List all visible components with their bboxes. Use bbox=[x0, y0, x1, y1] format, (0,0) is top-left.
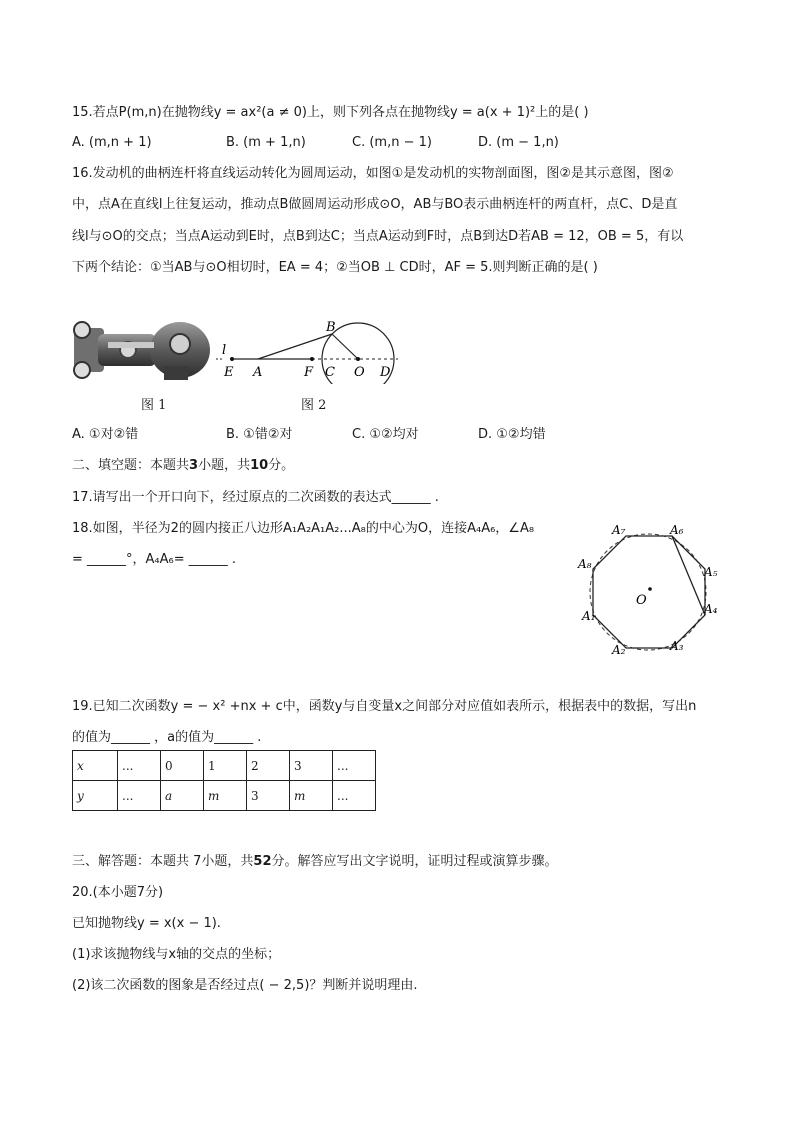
table-row bbox=[73, 751, 376, 781]
q15-option-c: C. (m,n − 1) bbox=[352, 135, 432, 150]
q20-part-2: (2)该二次函数的图象是否经过点( − 2,5)？判断并说明理由. bbox=[72, 978, 418, 993]
vertex-a5-label: A₅ bbox=[704, 565, 718, 579]
q19-line-2: 的值为______ ，a的值为______ . bbox=[72, 730, 262, 745]
vertex-a7-label: A₇ bbox=[612, 523, 626, 537]
point-o-label: O bbox=[354, 365, 365, 380]
q16-line-3: 线l与⊙O的交点；当点A运动到E时，点B到达C；当点A运动到F时，点B到达D若AB = 12，OB = 5，有以 bbox=[72, 229, 684, 244]
q15-option-a: A. (m,n + 1) bbox=[72, 135, 152, 150]
table-row bbox=[73, 781, 376, 811]
point-a-label: A bbox=[253, 365, 263, 380]
point-c-label: C bbox=[325, 365, 335, 380]
table-cell: 2 bbox=[247, 751, 290, 781]
section-2-heading: 二、填空题：本题共3小题，共10分。 bbox=[72, 458, 295, 473]
table-cell: 3 bbox=[290, 751, 333, 781]
table-cell: a bbox=[161, 781, 204, 811]
point-d-label: D bbox=[380, 365, 391, 380]
q15-stem: 15.若点P(m,n)在抛物线y = ax²(a ≠ 0)上，则下列各点在抛物线y = a(x + 1)²上的是( ) bbox=[72, 105, 589, 120]
octagon-figure bbox=[574, 516, 724, 662]
table-cell: m bbox=[204, 781, 247, 811]
figure-2-caption: 图 2 bbox=[301, 398, 327, 413]
q20-stem: 已知抛物线y = x(x − 1). bbox=[72, 916, 221, 931]
point-f-label: F bbox=[304, 365, 314, 380]
table-cell: ... bbox=[118, 781, 161, 811]
vertex-a4-label: A₄ bbox=[704, 602, 718, 616]
q19-line-1: 19.已知二次函数y = − x² +nx + c中，函数y与自变量x之间部分对应值如表所示，根据表中的数据，写出n bbox=[72, 699, 697, 714]
q18-line-2: = ______°，A₄A₆= ______ . bbox=[72, 552, 237, 567]
point-b-label: B bbox=[326, 320, 336, 335]
table-cell: 0 bbox=[161, 751, 204, 781]
q18-line-1: 18.如图，半径为2的圆内接正八边形A₁A₂A₁A₂...A₈的中心为O，连接A₄A₆，∠A₈ bbox=[72, 521, 535, 536]
value-table bbox=[72, 750, 376, 811]
q16-option-d: D. ①②均错 bbox=[478, 427, 546, 442]
q16-option-c: C. ①②均对 bbox=[352, 427, 419, 442]
crank-schematic-figure bbox=[210, 314, 410, 388]
line-l-label: l bbox=[222, 343, 227, 358]
table-cell: ... bbox=[118, 751, 161, 781]
table-cell: y bbox=[73, 781, 118, 811]
engine-photo-figure bbox=[68, 314, 214, 390]
q20-heading: 20.(本小题7分) bbox=[72, 885, 164, 900]
q16-option-a: A. ①对②错 bbox=[72, 427, 139, 442]
vertex-a2-label: A₂ bbox=[612, 643, 626, 657]
center-o-label: O bbox=[636, 593, 647, 608]
q16-line-1: 16.发动机的曲柄连杆将直线运动转化为圆周运动，如图①是发动机的实物剖面图，图②是其示意图，图② bbox=[72, 166, 674, 181]
section-3-heading: 三、解答题：本题共 7小题，共52分。解答应写出文字说明，证明过程或演算步骤。 bbox=[72, 854, 558, 869]
figure-1-caption: 图 1 bbox=[141, 398, 167, 413]
table-cell: 1 bbox=[204, 751, 247, 781]
table-cell: 3 bbox=[247, 781, 290, 811]
q17-stem: 17.请写出一个开口向下，经过原点的二次函数的表达式______ . bbox=[72, 490, 439, 505]
q20-part-1: (1)求该抛物线与x轴的交点的坐标； bbox=[72, 947, 281, 962]
q16-line-4: 下两个结论：①当AB与⊙O相切时，EA = 4；②当OB ⊥ CD时，AF = 5.则判断正确的是( ) bbox=[72, 260, 598, 275]
q15-option-d: D. (m − 1,n) bbox=[478, 135, 559, 150]
table-cell: ... bbox=[333, 751, 376, 781]
table-cell: ... bbox=[333, 781, 376, 811]
table-cell: m bbox=[290, 781, 333, 811]
vertex-a3-label: A₃ bbox=[670, 639, 684, 653]
table-cell: x bbox=[73, 751, 118, 781]
q16-option-b: B. ①错②对 bbox=[226, 427, 293, 442]
vertex-a6-label: A₆ bbox=[670, 523, 684, 537]
point-e-label: E bbox=[224, 365, 234, 380]
q16-line-2: 中，点A在直线l上往复运动，推动点B做圆周运动形成⊙O，AB与BO表示曲柄连杆的两直杆，点C、D是直 bbox=[72, 197, 678, 212]
vertex-a8-label: A₈ bbox=[578, 557, 592, 571]
q15-option-b: B. (m + 1,n) bbox=[226, 135, 306, 150]
vertex-a1-label: A₁ bbox=[582, 609, 596, 623]
